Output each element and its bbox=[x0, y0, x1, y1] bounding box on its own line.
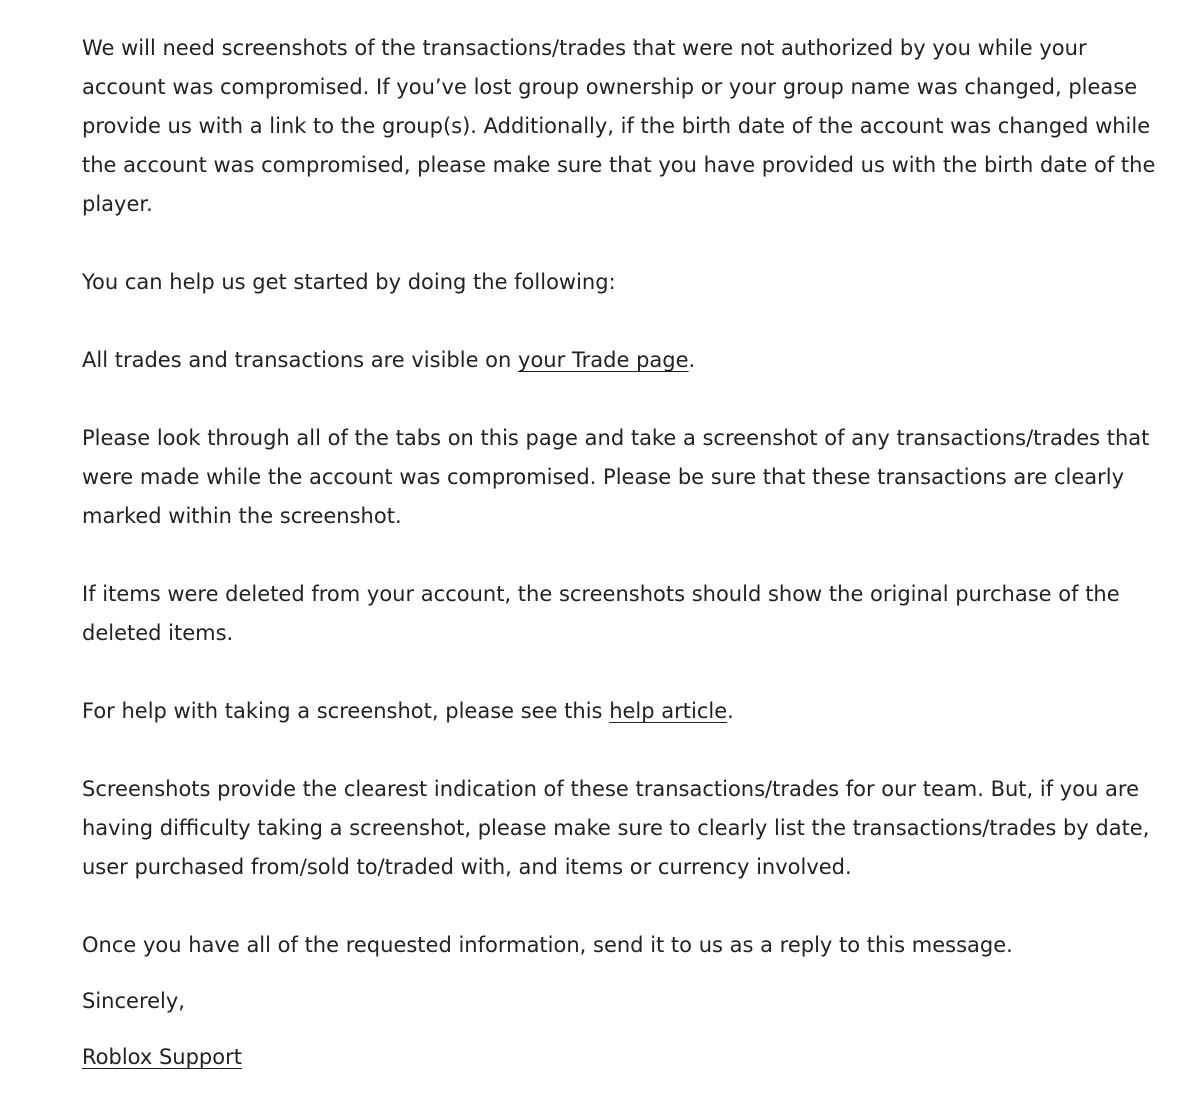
paragraph-look-through-tabs: Please look through all of the tabs on this page and take a screenshot of any transactions/trades that were made while the account was compromised. Please be sure that these transactions are clearly marked within the screenshot. bbox=[82, 426, 1150, 528]
help-article-link[interactable]: help article bbox=[609, 699, 728, 723]
email-message-body bbox=[82, 29, 1162, 1116]
paragraph-help-article-period: . bbox=[727, 699, 734, 723]
signature bbox=[82, 1038, 1162, 1077]
paragraph-help-article-text: For help with taking a screenshot, please see this bbox=[82, 699, 610, 723]
roblox-support-link[interactable]: Roblox Support bbox=[82, 1045, 242, 1069]
paragraph-get-started: You can help us get started by doing the following: bbox=[82, 270, 616, 294]
paragraph-deleted-items: If items were deleted from your account, the screenshots should show the original purchase of the deleted items. bbox=[82, 582, 1120, 645]
paragraph-help-article bbox=[82, 692, 1162, 731]
paragraph-trade-page-period: . bbox=[688, 348, 696, 372]
paragraph-trade-page bbox=[82, 341, 1162, 380]
closing-sincerely: Sincerely, bbox=[82, 989, 185, 1013]
paragraph-screenshot-alternative: Screenshots provide the clearest indication of these transactions/trades for our team. But, if you are having difficulty taking a screenshot, please make sure to clearly list the transactions/trades by date, user purchased from/sold to/traded with, and items or currency involved. bbox=[82, 777, 1150, 879]
trade-page-link[interactable]: your Trade page bbox=[518, 348, 689, 372]
paragraph-screenshots-request: We will need screenshots of the transactions/trades that were not authorized by you while your account was compromised. If you’ve lost group ownership or your group name was changed, please provide us with a link to the group(s). Additionally, if the birth date of the account was changed while the account was compromised, please make sure that you have provided us with the birth date of the player. bbox=[82, 36, 1156, 216]
paragraph-reply-instructions: Once you have all of the requested information, send it to us as a reply to this message. bbox=[82, 933, 1013, 957]
paragraph-trade-page-text: All trades and transactions are visible on bbox=[82, 348, 519, 372]
